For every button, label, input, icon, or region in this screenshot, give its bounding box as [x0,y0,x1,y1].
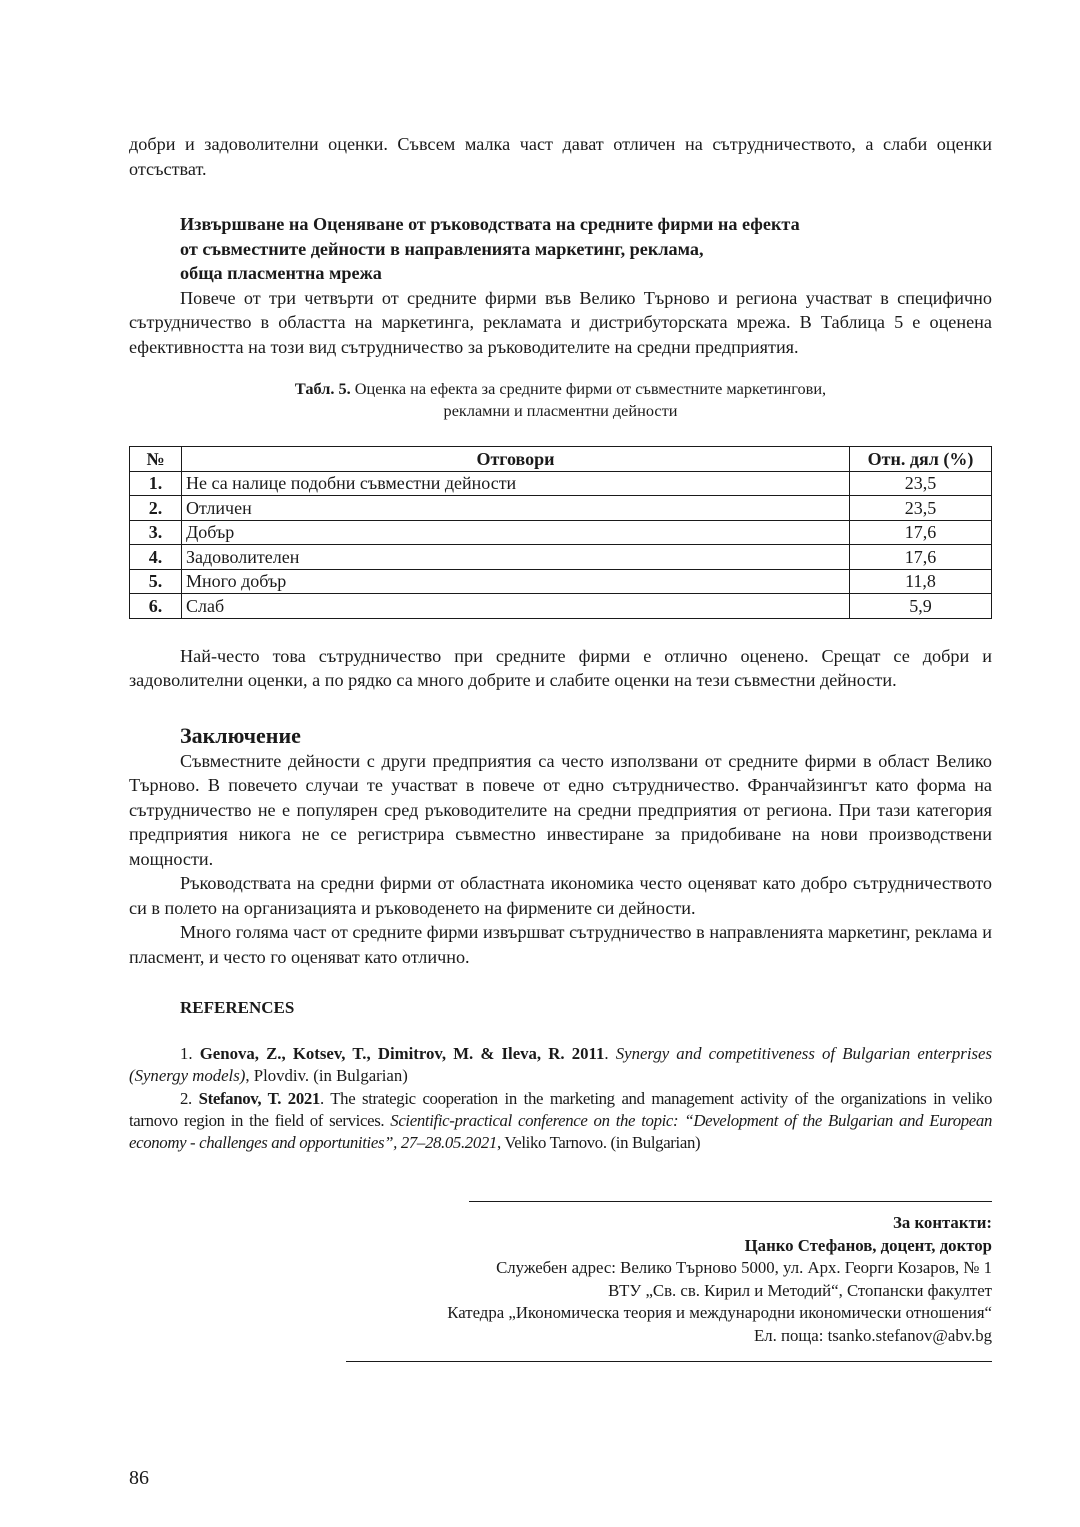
row-share: 17,6 [850,545,992,570]
row-num: 6. [130,594,182,619]
section-paragraph: Повече от три четвърти от средните фирми във Велико Търново и региона участват в специфично сътрудничество в областта на маркетинга, рекламата и дистрибуторската мрежа. В Таблица 5 е оценена ефективността на този вид сътрудничество за ръководителите на средни предприятия. [129,287,992,357]
contact-block [447,1212,992,1348]
contact-name: Цанко Стефанов, доцент, доктор [744,1235,992,1255]
header-answers: Отговори [182,447,850,472]
section-title [180,212,992,286]
table-caption-label: Табл. 5. [294,379,351,398]
row-num: 2. [130,496,182,521]
row-answer: Не са налице подобни съвместни дейности [182,471,850,496]
table-row [130,545,992,570]
table-caption-line-1 [129,378,992,400]
header-share: Отн. дял (%) [850,447,992,472]
reference-rest: , Veliko Tarnovo. (in Bulgarian) [496,1133,701,1153]
table-row [130,471,992,496]
reference-authors: Stefanov, T. 2021 [198,1088,320,1108]
after-table-paragraph: Най-често това сътрудничество при средните фирми е отлично оценено. Срещат се добри и задоволителни оценки, а по рядко са много добрите и слабите оценки на тези съвместни дейности. [129,645,992,690]
results-table [129,446,992,619]
reference-item [129,1043,992,1088]
contact-department: Катедра „Икономическа теория и международни икономически отношения“ [447,1303,992,1323]
row-answer: Добър [182,520,850,545]
row-share: 11,8 [850,569,992,594]
reference-num: 2. [180,1088,199,1108]
reference-authors: Genova, Z., Kotsev, T., Dimitrov, M. & Ileva, R. 2011 [199,1044,605,1063]
row-share: 23,5 [850,496,992,521]
reference-num: 1. [180,1044,200,1063]
conclusion-paragraph: Ръководствата на средни фирми от областната икономика често оценяват като добро сътрудничеството си в полето на организацията и ръководенето на фирмените си дейности. [129,873,992,918]
contact-top-rule [469,1201,992,1202]
contact-email: Ел. поща: tsanko.stefanov@abv.bg [753,1325,992,1345]
section-title-line: обща пласментна мрежа [180,263,382,283]
conclusion-title: Заключение [180,722,301,748]
table-row [130,496,992,521]
row-num: 3. [130,520,182,545]
row-share: 17,6 [850,520,992,545]
table-caption [129,378,992,422]
table-row [130,569,992,594]
contact-address: Служебен адрес: Велико Търново 5000, ул. Арх. Георги Козаров, № 1 [496,1258,992,1278]
page-number: 86 [129,1467,149,1489]
row-num: 5. [130,569,182,594]
row-share: 23,5 [850,471,992,496]
reference-item [129,1088,992,1155]
reference-rest: , Plovdiv. (in Bulgarian) [245,1066,408,1086]
table-caption-text: Оценка на ефекта за средните фирми от съвместните маркетингови, [350,379,827,398]
table-header-row [130,447,992,472]
intro-paragraph-tail: добри и задоволителни оценки. Съвсем малка част дават отличен на сътрудничеството, а слаби оценки отсъстват. [129,134,992,179]
reference-plain: The strategic cooperation in the marketing and management activity of the organizations in veliko tarnovo region in the field of services. [129,1088,992,1130]
row-num: 1. [130,471,182,496]
reference-title: Synergy and competitiveness of Bulgarian enterprises (Synergy models) [129,1044,993,1086]
reference-title: Scientific-practical conference on the topic: “Development of the Bulgarian and European economy - challenges and opportunities”, 27–28.05.2021 [129,1110,992,1153]
row-answer: Слаб [182,594,850,619]
contact-university: ВТУ „Св. св. Кирил и Методий“, Стопански факултет [608,1280,992,1300]
row-share: 5,9 [850,594,992,619]
row-answer: Задоволителен [182,545,850,570]
row-answer: Отличен [182,496,850,521]
contact-bottom-rule [346,1361,992,1362]
section-title-line: Извършване на Оценяване от ръководствата на средните фирми на ефекта [180,214,800,234]
references-title: REFERENCES [180,998,295,1017]
row-answer: Много добър [182,569,850,594]
page-body [129,132,992,1154]
conclusion-paragraph: Съвместните дейности с други предприятия са често използвани от средните фирми в област Велико Търново. В повечето случаи те участват в повече от едно сътрудничество. Франчайзингът като форма на сътрудничество не е популярен сред ръководителите на средни предприятия от региона. При тази категория предприятия никога не се регистрира съвместно инвестиране за придобиване на нови производствени мощности. [129,750,992,869]
reference-sep: . [319,1088,331,1108]
table-row [130,520,992,545]
header-num: № [130,447,182,472]
section-title-line: от съвместните дейности в направленията маркетинг, реклама, [180,238,704,259]
reference-sep: . [604,1044,616,1063]
conclusion-paragraph: Много голяма част от средните фирми извършват сътрудничество в направленията маркетинг, реклама и пласмент, и често го оценяват като отлично. [129,922,992,967]
table-row [130,594,992,619]
table-caption-line-2: рекламни и пласментни дейности [443,401,678,420]
row-num: 4. [130,545,182,570]
contact-heading: За контакти: [893,1213,992,1232]
